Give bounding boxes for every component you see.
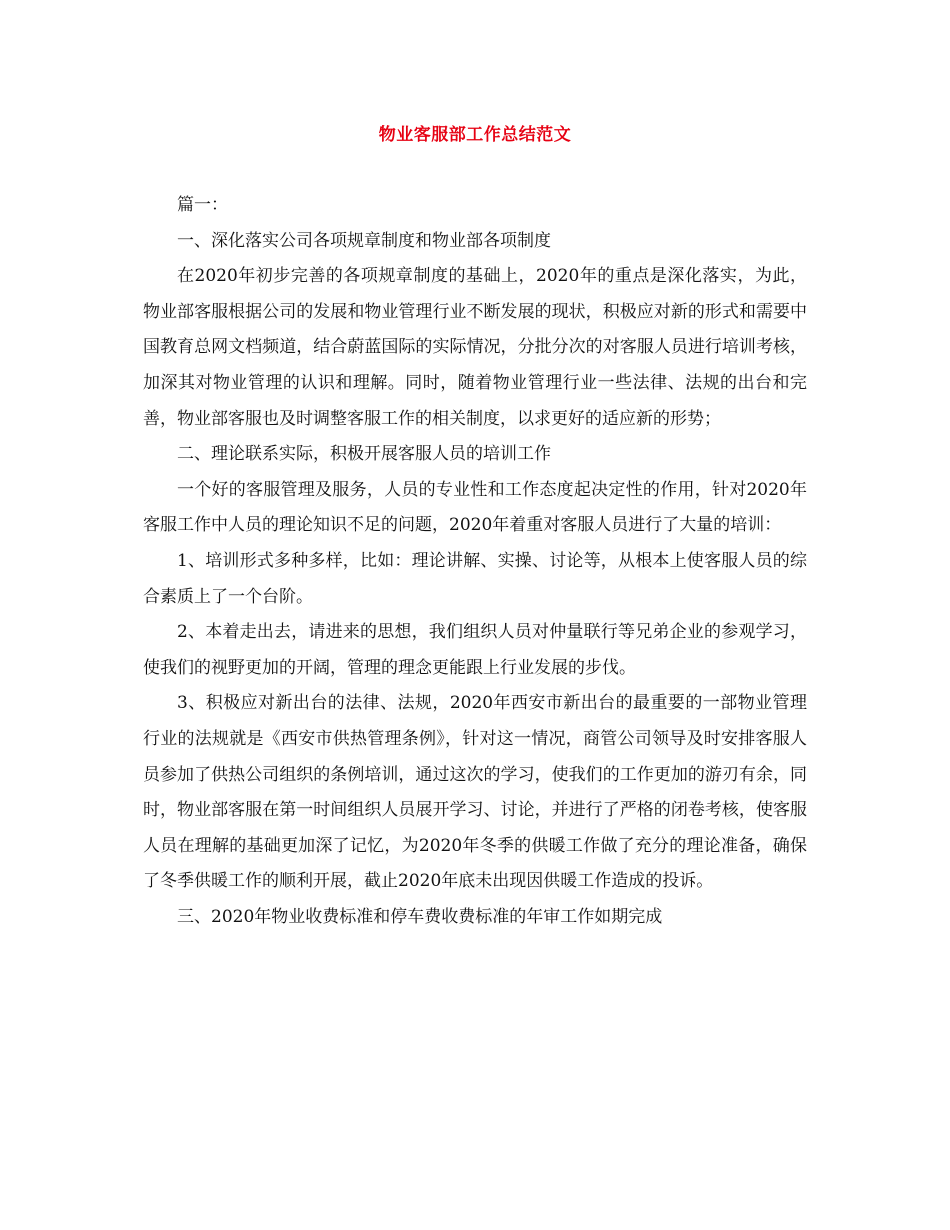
paragraph-heading: 篇一： (177, 195, 228, 215)
section-heading-2: 二、理论联系实际，积极开展客服人员的培训工作 (177, 444, 551, 465)
section-heading-3: 三、2020年物业收费标准和停车费收费标准的年审工作如期完成 (177, 906, 663, 927)
document-body (143, 188, 807, 935)
list-item: 3、积极应对新出台的法律、法规，2020年西安市新出台的最重要的一部物业管理行业的法规就是《西安市供热管理条例》，针对这一情况，商管公司领导及时安排客服人员参加了供热公司组织的条例培训，通过这次的学习，使我们的工作更加的游刃有余，同时，物业部客服在第一时间组织人员展开学习、讨论，并进行了严格的闭卷考核，使客服人员在理解的基础更加深了记忆，为2020年冬季的供暖工作做了充分的理论准备，确保了冬季供暖工作的顺利开展，截止2020年底未出现因供暖工作造成的投诉。 (143, 693, 807, 892)
paragraph: 在2020年初步完善的各项规章制度的基础上，2020年的重点是深化落实，为此，物业部客服根据公司的发展和物业管理行业不断发展的现状，积极应对新的形式和需要中国教育总网文档频道，结合蔚蓝国际的实际情况，分批分次的对客服人员进行培训考核，加深其对物业管理的认识和理解。同时，随着物业管理行业一些法律、法规的出台和完善，物业部客服也及时调整客服工作的相关制度，以求更好的适应新的形势； (143, 266, 807, 429)
section-heading-1: 一、深化落实公司各项规章制度和物业部各项制度 (177, 230, 551, 251)
list-item: 1、培训形式多种多样，比如：理论讲解、实操、讨论等，从根本上使客服人员的综合素质上了一个台阶。 (143, 550, 807, 607)
document-title: 物业客服部工作总结范文 (378, 125, 572, 145)
list-item: 2、本着走出去，请进来的思想，我们组织人员对仲量联行等兄弟企业的参观学习，使我们的视野更加的开阔，管理的理念更能跟上行业发展的步伐。 (143, 622, 807, 678)
paragraph: 一个好的客服管理及服务，人员的专业性和工作态度起决定性的作用，针对2020年客服工作中人员的理论知识不足的问题，2020年着重对客服人员进行了大量的培训： (143, 479, 807, 536)
